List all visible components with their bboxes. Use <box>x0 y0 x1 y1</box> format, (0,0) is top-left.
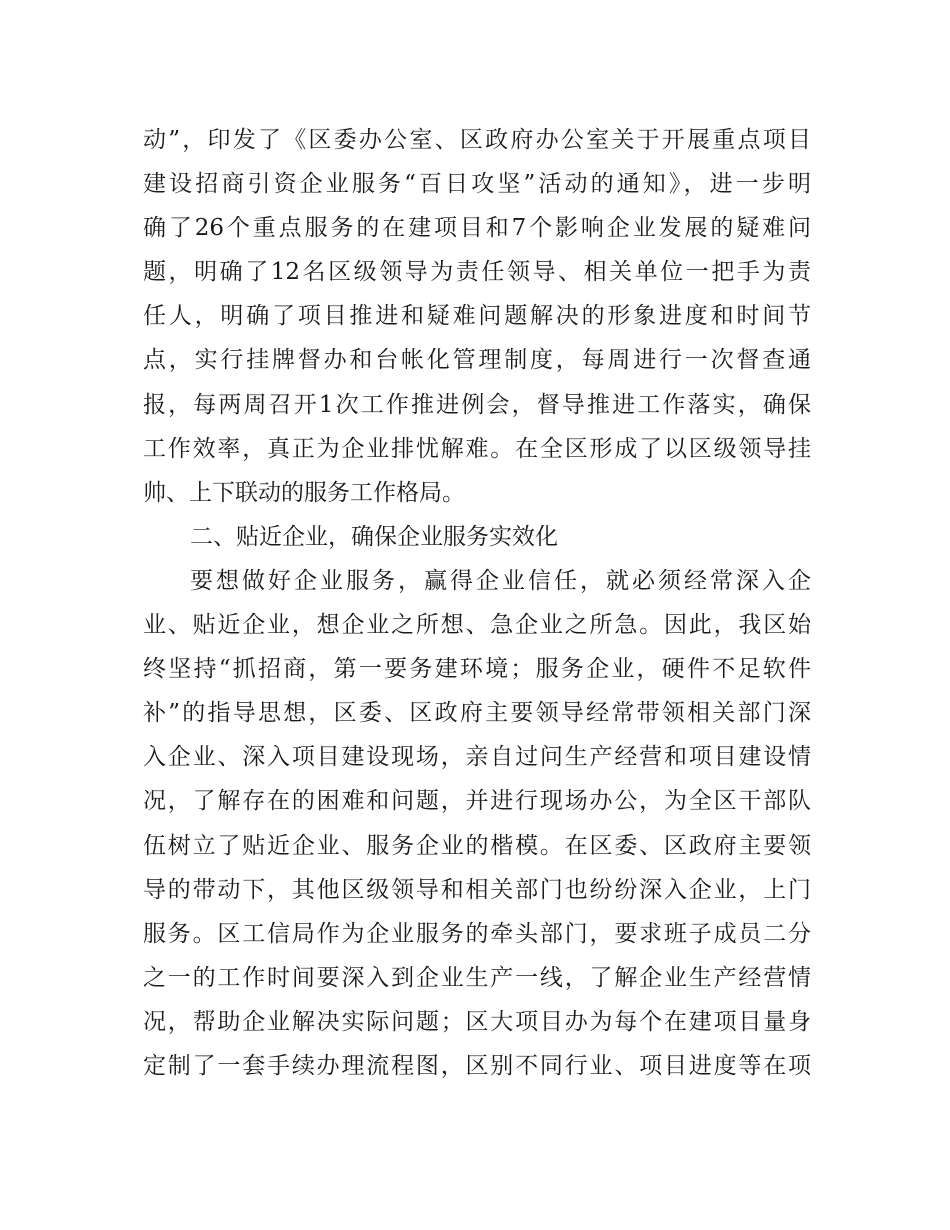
section-heading: 二、贴近企业，确保企业服务实效化 <box>190 523 558 550</box>
text-line: 建设招商引资企业服务“百日攻坚”活动的通知》，进一步明 <box>143 171 811 198</box>
text-line: 工作效率，真正为企业排忧解难。在全区形成了以区级领导挂 <box>143 435 811 462</box>
text-line: 导的带动下，其他区级领导和相关部门也纷纷深入企业，上门 <box>143 876 811 903</box>
text-line: 终坚持“抓招商，第一要务建环境；服务企业，硬件不足软件 <box>143 656 811 683</box>
text-line: 动”，印发了《区委办公室、区政府办公室关于开展重点项目 <box>143 127 811 153</box>
text-line: 伍树立了贴近企业、服务企业的楷模。在区委、区政府主要领 <box>143 832 811 859</box>
paragraph-end-line: 帅、上下联动的服务工作格局。 <box>143 479 465 506</box>
text-line: 任人，明确了项目推进和疑难问题解决的形象进度和时间节 <box>143 303 811 330</box>
text-line: 服务。区工信局作为企业服务的牵头部门，要求班子成员二分 <box>143 920 811 947</box>
text-line: 确了26个重点服务的在建项目和7个影响企业发展的疑难问 <box>143 215 811 242</box>
text-line: 定制了一套手续办理流程图，区别不同行业、项目进度等在项 <box>143 1052 811 1079</box>
text-line: 入企业、深入项目建设现场，亲自过问生产经营和项目建设情 <box>143 744 811 771</box>
text-line: 况，帮助企业解决实际问题；区大项目办为每个在建项目量身 <box>143 1008 811 1035</box>
text-line: 业、贴近企业，想企业之所想、急企业之所急。因此，我区始 <box>143 612 811 639</box>
text-line: 题，明确了12名区级领导为责任领导、相关单位一把手为责 <box>143 259 811 286</box>
document-body <box>143 118 811 1088</box>
paragraph-first-line: 要想做好企业服务，赢得企业信任，就必须经常深入企 <box>190 567 811 594</box>
text-line: 补”的指导思想，区委、区政府主要领导经常带领相关部门深 <box>143 700 811 727</box>
text-line: 之一的工作时间要深入到企业生产一线，了解企业生产经营情 <box>143 964 811 991</box>
text-line: 报，每两周召开1次工作推进例会，督导推进工作落实，确保 <box>143 391 811 418</box>
text-line: 点，实行挂牌督办和台帐化管理制度，每周进行一次督查通 <box>143 347 811 374</box>
text-line: 况，了解存在的困难和问题，并进行现场办公，为全区干部队 <box>143 788 811 815</box>
